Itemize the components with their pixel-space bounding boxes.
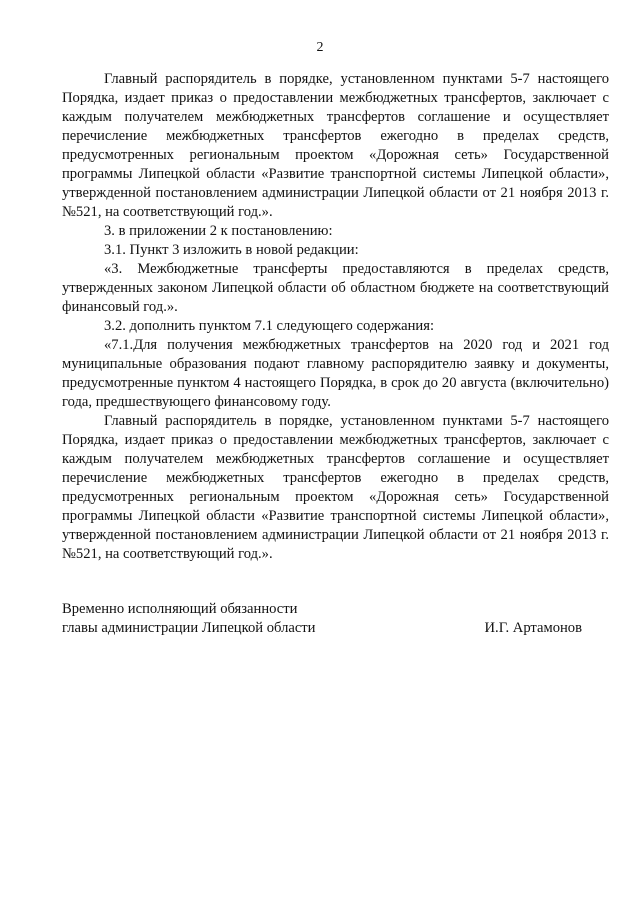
paragraph: Главный распорядитель в порядке, установленном пунктами 5-7 настоящего Порядка, издает приказ о предоставлении межбюджетных трансфертов, заключает с каждым получателем межбюджетных трансфертов соглашение и осуществляет перечисление межбюджетных трансфертов ежегодно в пределах средств, предусмотренных региональным проектом «Дорожная сеть» Государственной программы Липецкой области «Развитие транспортной системы Липецкой области», утвержденной постановлением администрации Липецкой области от 21 ноября 2013 г. №521, на соответствующий год.».	[62, 413, 609, 562]
paragraph: Главный распорядитель в порядке, установленном пунктами 5-7 настоящего Порядка, издает приказ о предоставлении межбюджетных трансфертов, заключает с каждым получателем межбюджетных трансфертов соглашение и осуществляет перечисление межбюджетных трансфертов ежегодно в пределах средств, предусмотренных региональным проектом «Дорожная сеть» Государственной программы Липецкой области «Развитие транспортной системы Липецкой области», утвержденной постановлением администрации Липецкой области от 21 ноября 2013 г. №521, на соответствующий год.».	[62, 71, 609, 220]
paragraph: 3.1. Пункт 3 изложить в новой редакции:	[104, 242, 359, 258]
paragraph: «3. Межбюджетные трансферты предоставляются в пределах средств, утвержденных законом Липецкой области об областном бюджете на соответствующий финансовый год.».	[62, 261, 609, 315]
paragraph: 3.2. дополнить пунктом 7.1 следующего содержания:	[104, 318, 435, 334]
document-body	[62, 70, 609, 564]
page-number: 2	[316, 40, 324, 55]
signatory-position-line2: главы администрации Липецкой области	[62, 620, 316, 636]
signatory-position-line1: Временно исполняющий обязанности	[62, 601, 298, 617]
signatory-name: И.Г. Артамонов	[484, 620, 582, 636]
signature-block	[62, 600, 582, 638]
signature-row	[62, 619, 582, 638]
paragraph: «7.1.Для получения межбюджетных трансфертов на 2020 год и 2021 год муниципальные образования подают главному распорядителю заявку и документы, предусмотренные пунктом 4 настоящего Порядка, в срок до 20 августа (включительно) года, предшествующего финансовому году.	[62, 337, 609, 410]
paragraph: 3. в приложении 2 к постановлению:	[104, 223, 333, 239]
